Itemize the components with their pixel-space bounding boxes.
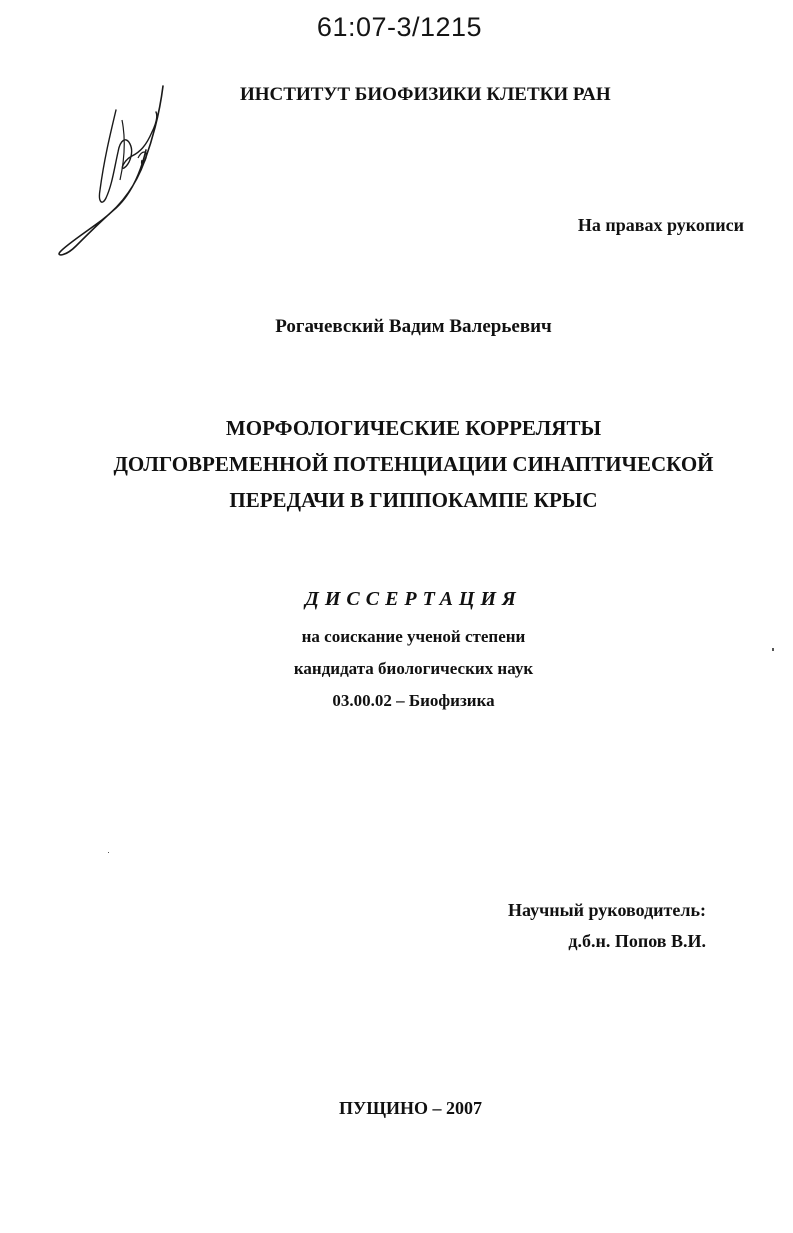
institute-name: ИНСТИТУТ БИОФИЗИКИ КЛЕТКИ РАН xyxy=(240,84,611,105)
degree-line: на соискание ученой степени xyxy=(301,627,526,646)
dissertation-title xyxy=(0,410,793,518)
scan-speck xyxy=(108,852,109,853)
catalog-number: 61:07-3/1215 xyxy=(316,12,483,42)
advisor-label: Научный руководитель: xyxy=(508,900,706,920)
degree-line: кандидата биологических наук xyxy=(293,659,534,678)
dissertation-heading: ДИССЕРТАЦИЯ xyxy=(305,588,522,610)
scan-speck xyxy=(772,648,774,651)
specialty-line: 03.00.02 – Биофизика xyxy=(332,691,495,710)
advisor-block xyxy=(508,895,706,957)
title-line: ДОЛГОВРЕМЕННОЙ ПОТЕНЦИАЦИИ СИНАПТИЧЕСКОЙ xyxy=(113,452,714,476)
title-line: МОРФОЛОГИЧЕСКИЕ КОРРЕЛЯТЫ xyxy=(225,416,602,440)
handwritten-signature xyxy=(50,80,180,260)
author-name: Рогачевский Вадим Валерьевич xyxy=(275,316,552,337)
dissertation-info xyxy=(0,588,793,717)
title-line: ПЕРЕДАЧИ В ГИППОКАМПЕ КРЫС xyxy=(229,488,598,512)
place-year: ПУЩИНО – 2007 xyxy=(339,1098,482,1118)
advisor-name: д.б.н. Попов В.И. xyxy=(568,931,706,951)
rights-notice: На правах рукописи xyxy=(577,215,744,235)
